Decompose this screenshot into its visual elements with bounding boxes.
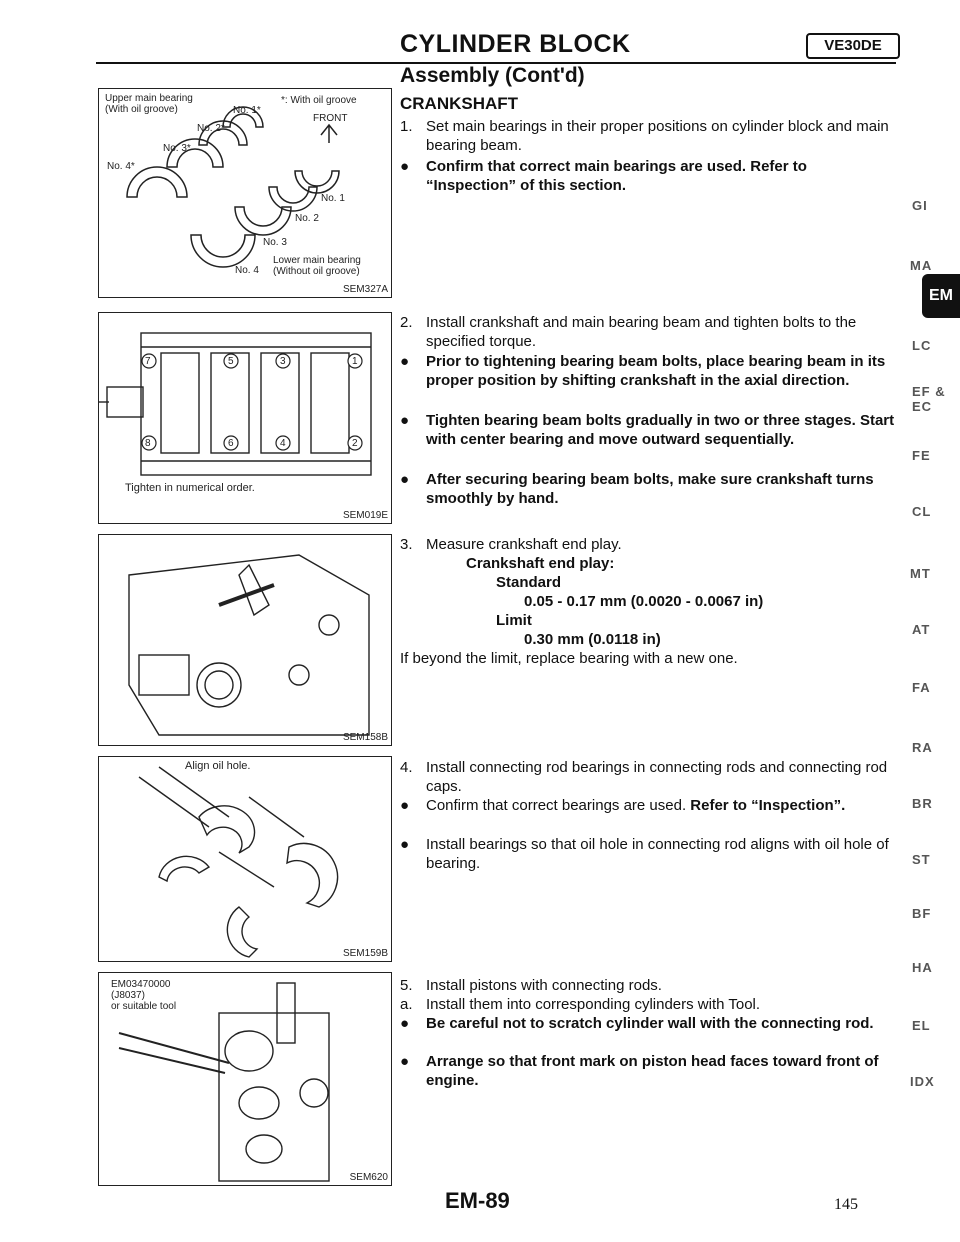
lower-bearing-label: Lower main bearing (Without oil groove) [273,255,361,277]
step-1 [400,117,900,155]
end-play-title: Crankshaft end play: [466,555,615,572]
side-tab-gi[interactable]: GI [912,198,928,213]
side-tab-idx[interactable]: IDX [910,1074,935,1089]
page-title: CYLINDER BLOCK [400,30,631,58]
figure-code: SEM159B [342,948,388,959]
upper-bearing-label: Upper main bearing (With oil groove) [105,93,193,115]
step-4 [400,758,900,796]
order-4: 4 [280,438,286,449]
step-number: 4. [400,759,413,776]
standard-label: Standard [496,574,562,591]
side-tab-em-active[interactable]: EM [922,274,960,318]
oil-groove-legend: *: With oil groove [281,95,357,106]
step-text: Install connecting rod bearings in connecting rods and connecting rod caps. [426,759,888,795]
side-tab-st[interactable]: ST [912,852,931,867]
side-tab-br[interactable]: BR [912,796,933,811]
side-tab-cl[interactable]: CL [912,504,932,519]
side-tab-ra[interactable]: RA [912,740,933,755]
bullet-text: Confirm that correct main bearings are used. Refer to “Inspection” of this section. [426,158,807,194]
front-label: FRONT [313,113,348,124]
side-tab-mt[interactable]: MT [910,566,931,581]
bullet-text: Confirm that correct bearings are used. [426,797,687,814]
order-5: 5 [228,356,234,367]
step-5 [400,976,900,995]
figure-code: SEM327A [342,284,388,295]
order-2: 2 [352,438,358,449]
figure-tightening-order [98,312,392,524]
bullet-dot: ● [400,158,410,175]
bullet-text: After securing bearing beam bolts, make sure crankshaft turns smoothly by hand. [426,471,874,507]
side-tab-ha[interactable]: HA [912,960,933,975]
upper-no2-label: No. 2* [197,123,225,134]
bullet-dot: ● [400,1015,410,1032]
order-6: 6 [228,438,234,449]
conrod-drawing [99,757,391,961]
step-2-bullet-3 [400,470,900,508]
figure-main-bearings [98,88,392,298]
order-3: 3 [280,356,286,367]
upper-no4-label: No. 4* [107,161,135,172]
figure-code: SEM158B [342,732,388,743]
section-heading: Assembly (Cont'd) [400,64,585,87]
step-number: 5. [400,977,413,994]
lower-no4-label: No. 4 [235,265,259,276]
step-text: Install crankshaft and main bearing beam and tighten bolts to the specified torque. [426,314,857,350]
tool-number-label: EM03470000 (J8037) or suitable tool [111,979,177,1012]
step-4-bullet-1 [400,796,900,815]
step-2 [400,313,900,351]
side-tab-ef-ec[interactable]: EF & EC [912,384,946,414]
limit-label: Limit [496,612,532,629]
standard-value: 0.05 - 0.17 mm (0.0020 - 0.0067 in) [524,593,764,610]
figure-end-play-measure [98,534,392,746]
step-number: 2. [400,314,413,331]
tightening-caption: Tighten in numerical order. [125,482,255,494]
lower-no2-label: No. 2 [295,213,319,224]
upper-no3-label: No. 3* [163,143,191,154]
end-play-note: If beyond the limit, replace bearing with a new one. [400,650,738,667]
align-oil-hole-label: Align oil hole. [185,760,251,772]
step-5a [400,995,900,1014]
bullet-text: Prior to tightening bearing beam bolts, place bearing beam in its proper position by shifting crankshaft in the axial direction. [426,353,886,389]
bullet-text: Be careful not to scratch cylinder wall with the connecting rod. [426,1015,874,1032]
step-text: Measure crankshaft end play. [426,536,622,553]
bullet-text: Arrange so that front mark on piston head faces toward front of engine. [426,1053,879,1089]
side-tab-fa[interactable]: FA [912,680,931,695]
step-5-bullet-1 [400,1014,900,1033]
limit-value: 0.30 mm (0.0118 in) [524,631,661,648]
figure-piston-install [98,972,392,1186]
figure-code: SEM620 [349,1172,388,1183]
footer-section-code: EM-89 [445,1188,510,1213]
side-tab-el[interactable]: EL [912,1018,931,1033]
step-letter: a. [400,996,413,1013]
side-tab-fe[interactable]: FE [912,448,931,463]
step-3 [400,535,900,554]
bullet-dot: ● [400,353,410,370]
lower-no3-label: No. 3 [263,237,287,248]
engine-badge: VE30DE [806,33,900,59]
bullet-dot: ● [400,1053,410,1070]
step-number: 1. [400,118,413,135]
bullet-text: Tighten bearing beam bolts gradually in two or three stages. Start with center bearing and move outward sequentially. [426,412,895,448]
order-1: 1 [352,356,358,367]
bullet-text: Install bearings so that oil hole in connecting rod aligns with oil hole of bearing. [426,836,889,872]
side-tab-lc[interactable]: LC [912,338,932,353]
figure-code: SEM019E [342,510,388,521]
step-text: Set main bearings in their proper positions on cylinder block and main bearing beam. [426,118,889,154]
step-text: Install them into corresponding cylinders with Tool. [426,996,761,1013]
bullet-dot: ● [400,412,410,429]
subsection-heading: CRANKSHAFT [400,94,519,113]
bullet-dot: ● [400,797,410,814]
bullet-reference: Refer to “Inspection”. [690,797,846,814]
order-8: 8 [145,438,151,449]
upper-no1-label: No. 1* [233,105,261,116]
side-tab-bf[interactable]: BF [912,906,932,921]
footer-page-number: 145 [834,1196,858,1213]
lower-no1-label: No. 1 [321,193,345,204]
order-7: 7 [145,356,151,367]
step-text: Install pistons with connecting rods. [426,977,662,994]
step-2-bullet-2 [400,411,900,449]
side-tab-ma[interactable]: MA [910,258,933,273]
bullet-dot: ● [400,471,410,488]
side-tab-at[interactable]: AT [912,622,931,637]
dial-gauge-drawing [99,535,391,745]
step-1-bullet [400,157,900,195]
step-2-bullet-1 [400,352,900,390]
step-5-bullet-2 [400,1052,900,1090]
step-4-bullet-2 [400,835,900,873]
step-number: 3. [400,536,413,553]
bullet-dot: ● [400,836,410,853]
figure-conrod-bearings [98,756,392,962]
